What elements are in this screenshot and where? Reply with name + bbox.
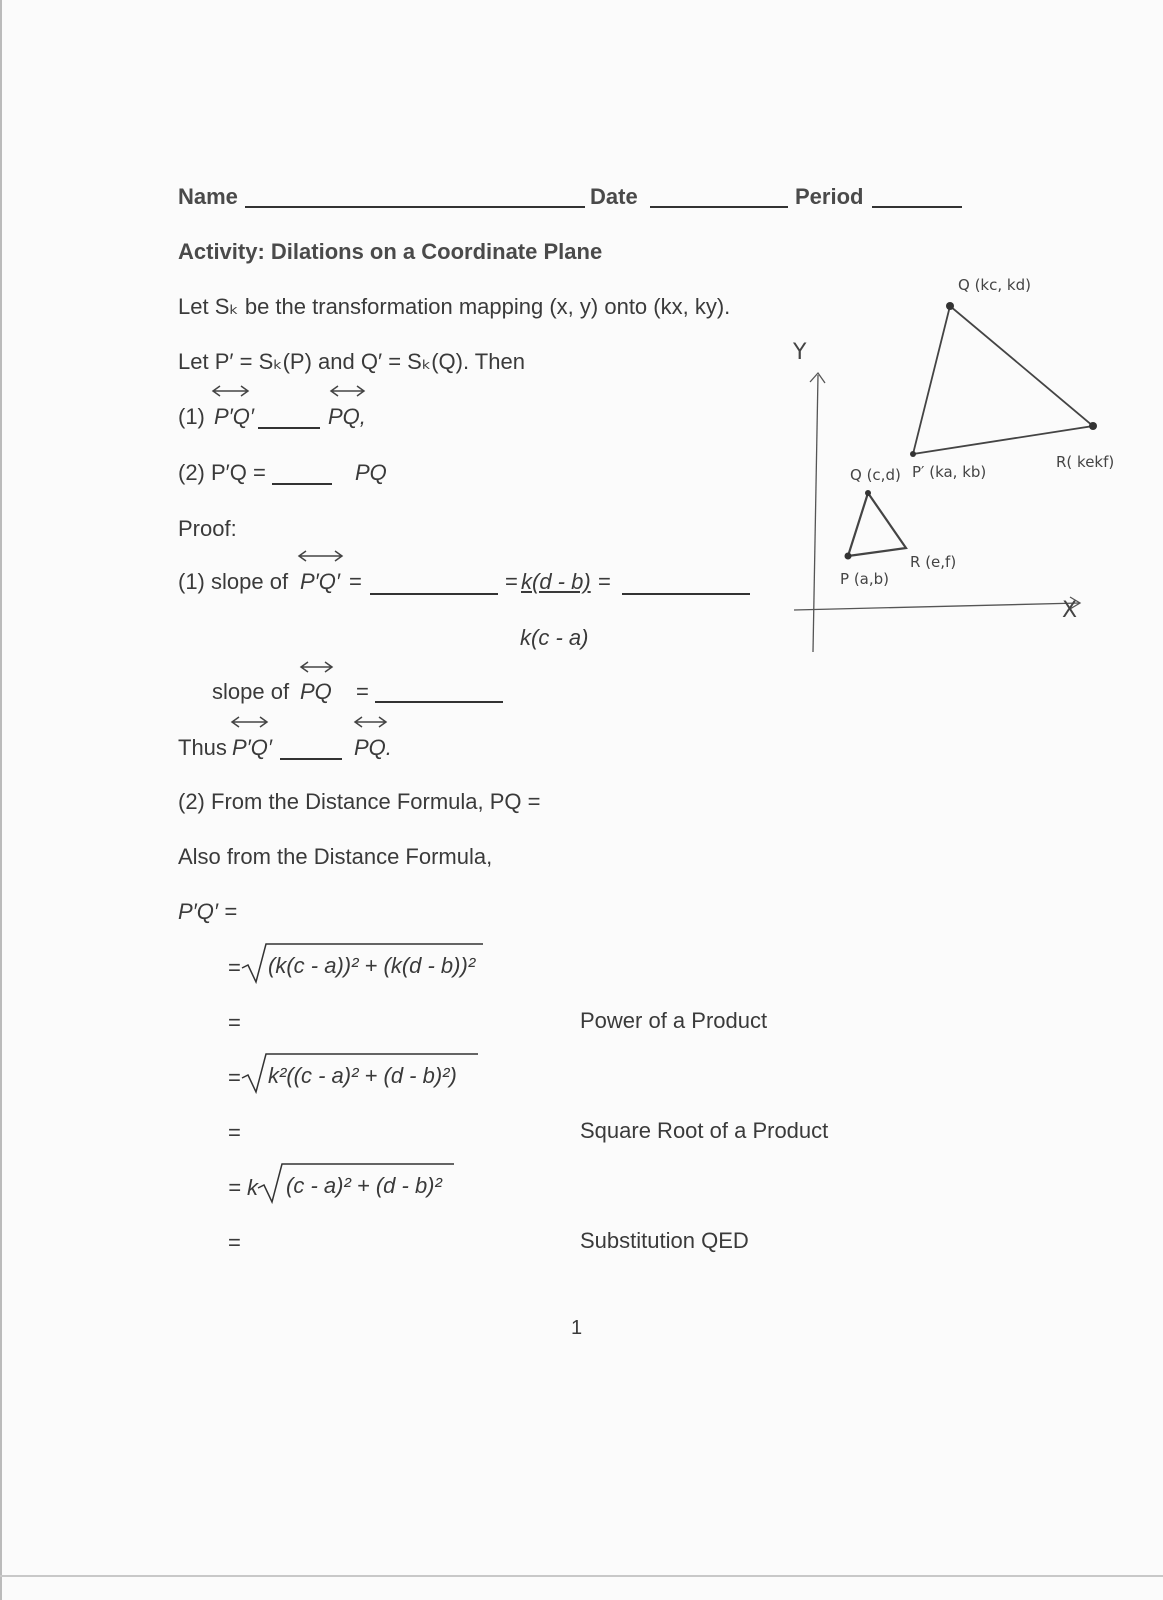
name-blank[interactable] xyxy=(245,206,585,208)
thus-line-2: PQ. xyxy=(354,735,392,760)
scan-edge xyxy=(0,0,2,1600)
slope-2-blank[interactable] xyxy=(375,701,503,703)
graph-label-p: P (a,b) xyxy=(840,570,889,588)
image-triangle xyxy=(913,306,1093,454)
slope-1-blank[interactable] xyxy=(370,593,498,595)
date-blank[interactable] xyxy=(650,206,788,208)
vertex-p-prime xyxy=(910,451,916,457)
slope-1-line: P′Q′ xyxy=(300,569,341,594)
line-arrow-icon xyxy=(229,714,271,728)
slope-1-prefix: (1) slope of xyxy=(178,569,289,594)
slope-1-numerator: k(d - b) xyxy=(521,569,591,594)
scan-bottom-edge xyxy=(0,1575,1163,1577)
intro-line-1: Let Sₖ be the transformation mapping (x, y) onto (kx, ky). xyxy=(178,294,731,319)
y-axis xyxy=(813,375,818,652)
derivation-eq: = k xyxy=(228,1175,258,1200)
pq-prime-eq: P′Q′ = xyxy=(178,899,237,924)
derivation-eq: = xyxy=(228,1120,241,1145)
derivation-eq: = xyxy=(228,1010,241,1035)
period-label: Period xyxy=(795,184,864,209)
statement-2-end: PQ xyxy=(355,460,387,485)
slope-2-line: PQ xyxy=(300,679,332,704)
slope-2-prefix: slope of xyxy=(212,679,290,704)
graph-label-r: R (e,f) xyxy=(910,553,957,571)
statement-1-blank[interactable] xyxy=(258,427,320,429)
slope-1-eq: = xyxy=(349,569,362,594)
line-arrow-icon xyxy=(210,383,252,397)
thus-line-1: P′Q′ xyxy=(232,735,273,760)
statement-2: (2) P′Q = xyxy=(178,460,266,485)
x-axis xyxy=(794,603,1080,610)
derivation-expr: k²((c - a)² + (d - b)²) xyxy=(268,1063,457,1088)
line-arrow-icon xyxy=(352,714,390,728)
page-number: 1 xyxy=(571,1317,583,1339)
derivation-eq: = xyxy=(228,955,241,980)
distance-1: (2) From the Distance Formula, PQ = xyxy=(178,789,541,814)
derivation-eq: = xyxy=(228,1065,241,1090)
statement-2-blank[interactable] xyxy=(272,483,332,485)
slope-1-denominator: k(c - a) xyxy=(520,625,589,650)
period-blank[interactable] xyxy=(872,206,962,208)
slope-1-after: = xyxy=(598,569,611,594)
statement-1-prefix: (1) xyxy=(178,404,205,429)
vertex-p xyxy=(845,553,852,560)
slope-1-middle-eq: = xyxy=(505,569,518,594)
graph-x-label: X xyxy=(1062,598,1078,623)
thus-prefix: Thus xyxy=(178,735,227,760)
statement-1-line-pq-prime: P′Q′ xyxy=(214,404,255,429)
slope-2-eq: = xyxy=(356,679,369,704)
derivation-expr: (k(c - a))² + (k(d - b))² xyxy=(268,953,476,978)
statement-1-line-pq: PQ, xyxy=(328,404,366,429)
graph-label-r-prime: R( kekf) xyxy=(1056,453,1115,471)
graph-label-p-prime: P′ (ka, kb) xyxy=(912,463,987,481)
vertex-q xyxy=(865,490,871,496)
slope-1-result-blank[interactable] xyxy=(622,593,750,595)
thus-blank[interactable] xyxy=(280,758,342,760)
derivation-eq: = xyxy=(228,1230,241,1255)
derivation-reason: Power of a Product xyxy=(580,1008,768,1033)
name-label: Name xyxy=(178,184,238,209)
line-arrow-icon xyxy=(298,659,336,673)
graph-label-q-prime: Q (kc, kd) xyxy=(958,276,1031,294)
line-arrow-icon xyxy=(296,548,346,562)
vertex-q-prime xyxy=(946,302,954,310)
page-title: Activity: Dilations on a Coordinate Plane xyxy=(178,239,603,264)
proof-label: Proof: xyxy=(178,516,237,541)
intro-line-2: Let P′ = Sₖ(P) and Q′ = Sₖ(Q). Then xyxy=(178,349,525,374)
graph-y-label: Y xyxy=(793,340,807,365)
derivation-reason: Square Root of a Product xyxy=(580,1118,829,1143)
preimage-triangle xyxy=(848,493,906,556)
derivation-reason: Substitution QED xyxy=(580,1228,749,1253)
date-label: Date xyxy=(590,184,638,209)
derivation-expr: (c - a)² + (d - b)² xyxy=(286,1173,442,1198)
line-arrow-icon xyxy=(328,383,368,397)
distance-2: Also from the Distance Formula, xyxy=(178,844,493,869)
vertex-r-prime xyxy=(1089,422,1097,430)
graph-label-q: Q (c,d) xyxy=(850,466,901,484)
